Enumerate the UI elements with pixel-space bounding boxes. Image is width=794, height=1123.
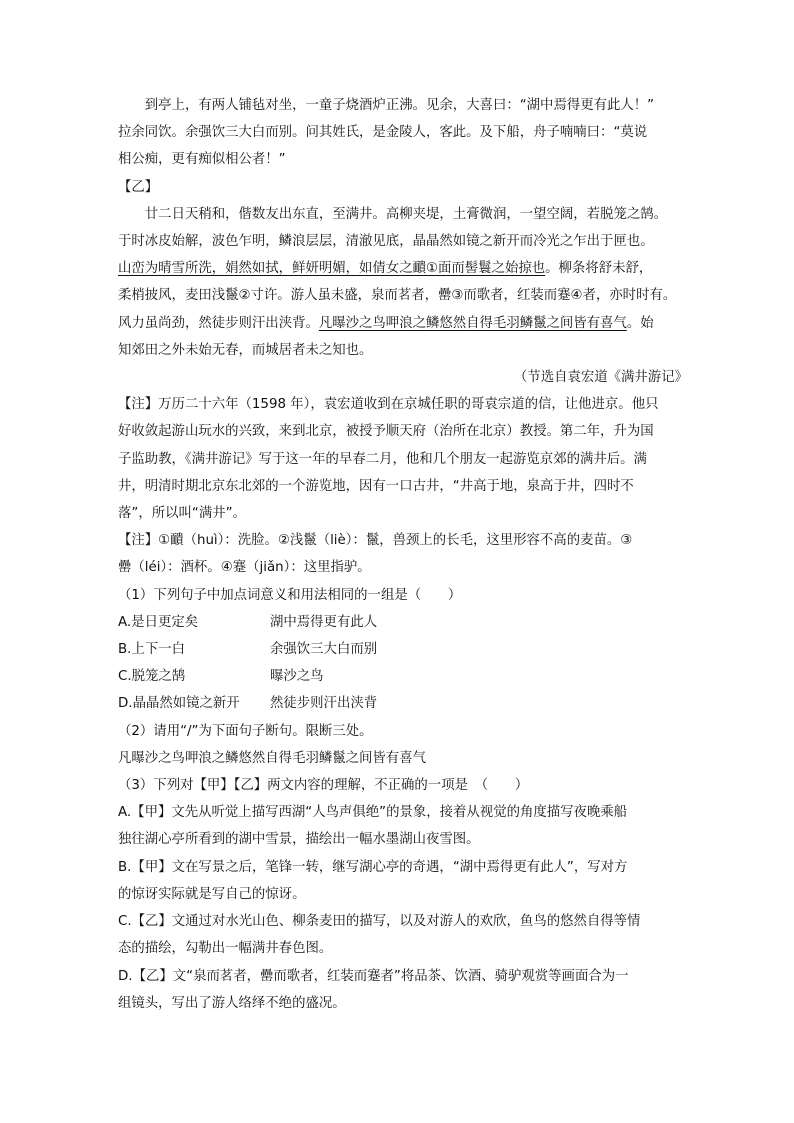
passage-yi-line-4: 柔梢披风，麦田浅鬣②寸许。游人虽未盛，泉而茗者，罍③而歌者，红装而蹇④者，亦时时有。	[118, 288, 677, 304]
question-1-option-d	[118, 690, 688, 717]
question-1-stem: （1）下列句子中加点词意义和用法相同的一组是（ ）	[118, 587, 462, 603]
passage-yi-line-3-rest: 。柳条将舒未舒，	[545, 261, 653, 277]
option-d-right: 然徒步则汗出浃背	[270, 696, 378, 712]
option-d-left: D.晶晶然如镜之新开	[118, 696, 240, 712]
note-2-line-1: 【注】①靧（huì）：洗脸。②浅鬣（liè）：鬣，兽颈上的长毛，这里形容不高的麦苗。③	[118, 533, 633, 549]
passage-yi-line-5	[118, 310, 688, 337]
question-2-sentence: 凡曝沙之鸟呷浪之鳞悠然自得毛羽鳞鬣之间皆有喜气	[118, 750, 426, 766]
question-3-option-d-line-1: D.【乙】文“泉而茗者，罍而歌者，红装而蹇者”将品茶、饮酒、骑驴观赏等画面合为一	[118, 968, 629, 984]
note-1-line-5: 落”，所以叫“满井”。	[118, 506, 246, 522]
question-2-stem: （2）请用“/”为下面句子断句。限断三处。	[118, 723, 373, 739]
option-a-left: A.是日更定矣	[118, 614, 199, 630]
question-3-option-d-line-2: 组镜头，写出了游人络绎不绝的盛况。	[118, 995, 346, 1011]
question-1-option-c	[118, 663, 688, 690]
passage-yi-line-1: 廿二日天稍和，偕数友出东直，至满井。高柳夹堤，土膏微润，一望空阔，若脱笼之鹄。	[144, 206, 668, 222]
option-b-left: B.上下一白	[118, 642, 186, 658]
underlined-sentence: 山峦为晴雪所洗，娟然如拭，鲜妍明媚，如倩女之靧①面而髻鬟之始掠也	[118, 261, 546, 277]
question-3-option-b-line-2: 的惊讶实际就是写自己的惊讶。	[118, 886, 306, 902]
source-citation: （节选自袁宏道《满井游记》	[513, 370, 688, 386]
note-1-line-4: 井，明清时期北京东北郊的一个游览地，因有一口古井，“井高于地，泉高于井，四时不	[118, 478, 634, 494]
question-3-stem: （3）下列对【甲】【乙】两文内容的理解，不正确的一项是 （ ）	[118, 778, 529, 794]
note-2-line-2: 罍（léi）：酒杯。④蹇（jiǎn）：这里指驴。	[118, 560, 371, 576]
passage-yi-line-2: 于时冰皮始解，波色乍明，鳞浪层层，清澈见底，晶晶然如镜之新开而冷光之乍出于匣也。	[118, 234, 654, 250]
exam-page	[118, 92, 688, 1017]
note-1-line-2: 好收敛起游山玩水的兴致，来到北京，被授予顺天府（治所在北京）教授。第二年，升为国	[118, 424, 654, 440]
option-a-right: 湖中焉得更有此人	[270, 614, 378, 630]
question-3-option-a-line-1: A.【甲】文先从听觉上描写西湖“人鸟声俱绝”的景象，接着从视觉的角度描写夜晚乘船	[118, 805, 628, 821]
passage-yi-line-3	[118, 255, 688, 282]
passage-yi-line-5-plain: 风力虽尚劲，然徒步则汗出浃背。	[118, 315, 319, 331]
passage-yi-line-6: 知郊田之外未始无春，而城居者未之知也。	[118, 342, 373, 358]
passage-jia-line-3: 相公痴，更有痴似相公者！”	[118, 152, 286, 168]
option-c-left: C.脱笼之鹄	[118, 669, 186, 685]
passage-yi-line-5-rest: 。始	[626, 315, 654, 331]
option-c-right: 曝沙之鸟	[270, 669, 324, 685]
note-1-line-3: 子监助教，《满井游记》写于这一年的早春二月，他和几个朋友一起游览京郊的满井后。满	[118, 451, 647, 467]
question-3-option-c-line-1: C.【乙】文通过对水光山色、柳条麦田的描写，以及对游人的欢欣，鱼鸟的悠然自得等情	[118, 914, 641, 930]
passage-jia-line-2: 拉余同饮。余强饮三大白而别。问其姓氏，是金陵人，客此。及下船，舟子喃喃曰：“莫说	[118, 125, 648, 141]
question-1-option-a	[118, 609, 688, 636]
question-3-option-b-line-1: B.【甲】文在写景之后，笔锋一转，继写湖心亭的奇遇，“湖中焉得更有此人”，写对方	[118, 859, 628, 875]
question-3-option-c-line-2: 态的描绘，勾勒出一幅满井春色图。	[118, 941, 333, 957]
note-1-line-1: 【注】万历二十六年（1598 年），袁宏道收到在京城任职的哥袁宗道的信，让他进京。他只	[118, 397, 659, 413]
passage-yi-header: 【乙】	[118, 179, 159, 195]
underlined-sentence-2: 凡曝沙之鸟呷浪之鳞悠然自得毛羽鳞鬣之间皆有喜气	[318, 315, 627, 331]
question-3-option-a-line-2: 独往湖心亭所看到的湖中雪景，描绘出一幅水墨湖山夜雪图。	[118, 832, 480, 848]
passage-jia-line-1: 到亭上，有两人铺毡对坐，一童子烧酒炉正沸。见余，大喜曰：“湖中焉得更有此人！”	[144, 98, 655, 113]
option-b-right: 余强饮三大白而别	[270, 642, 378, 658]
question-1-option-b	[118, 636, 688, 663]
